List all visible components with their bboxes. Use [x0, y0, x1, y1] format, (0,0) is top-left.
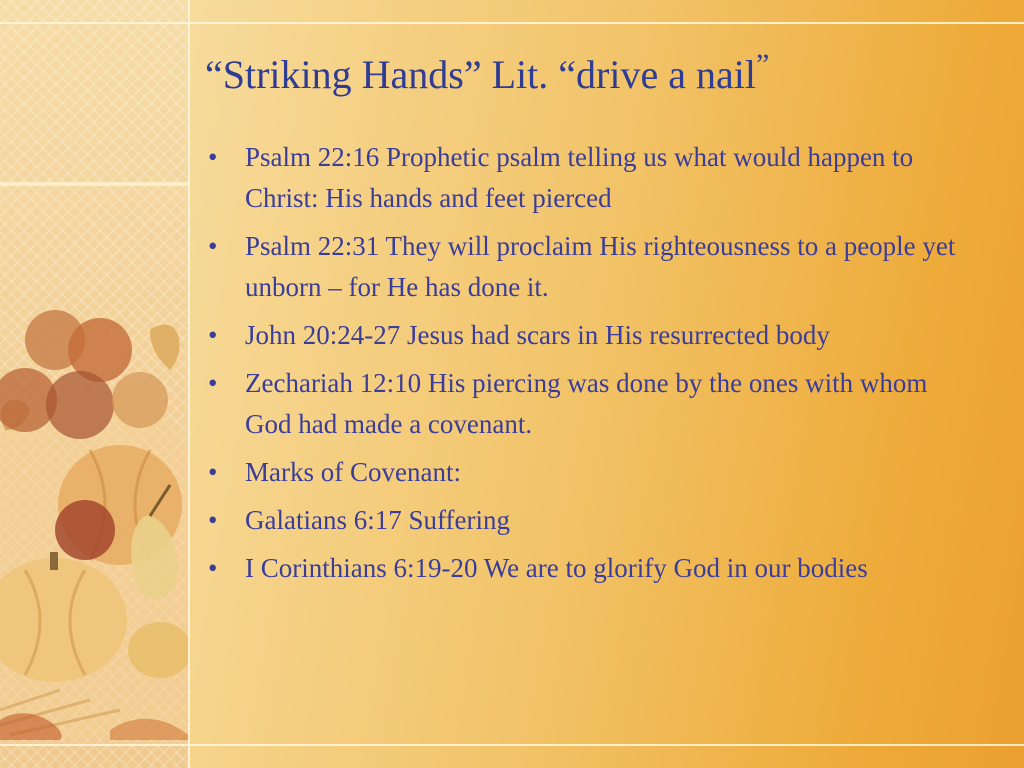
- top-rule: [0, 22, 1024, 24]
- bullet-item: [208, 137, 978, 219]
- slide-title: [205, 48, 995, 98]
- bullet-dot: •: [208, 553, 218, 583]
- bullet-item: [208, 363, 978, 445]
- bullet-text: Psalm 22:16 Prophetic psalm telling us what would happen to Christ: His hands and feet pierced: [245, 142, 914, 213]
- bullet-dot: •: [208, 368, 218, 398]
- panel-divider: [188, 0, 190, 768]
- bullet-dot: •: [208, 505, 218, 535]
- bullet-dot: •: [208, 142, 218, 172]
- bottom-rule: [0, 744, 1024, 746]
- bullet-dot: •: [208, 457, 218, 487]
- title-close-quote: ”: [755, 48, 770, 81]
- bullet-item: [208, 548, 978, 589]
- bullet-text: Zechariah 12:10 His piercing was done by the ones with whom God had made a covenant.: [245, 368, 928, 439]
- harvest-still-life-illustration: [0, 290, 188, 740]
- bullet-dot: •: [208, 320, 218, 350]
- bullet-text: John 20:24-27 Jesus had scars in His resurrected body: [245, 320, 830, 350]
- bullet-item: [208, 315, 978, 356]
- bullet-item: [208, 500, 978, 541]
- panel-band: [0, 182, 188, 186]
- bullet-text: Marks of Covenant:: [245, 457, 461, 487]
- bullet-item: [208, 452, 978, 493]
- slide-title-text: “Striking Hands” Lit. “drive a nail: [205, 52, 756, 97]
- bullet-dot: •: [208, 231, 218, 261]
- bullet-item: [208, 226, 978, 308]
- bullet-text: Psalm 22:31 They will proclaim His righteousness to a people yet unborn – for He has done it.: [245, 231, 956, 302]
- bullet-list: [208, 137, 978, 596]
- bullet-text: I Corinthians 6:19-20 We are to glorify God in our bodies: [245, 553, 868, 583]
- bullet-text: Galatians 6:17 Suffering: [245, 505, 510, 535]
